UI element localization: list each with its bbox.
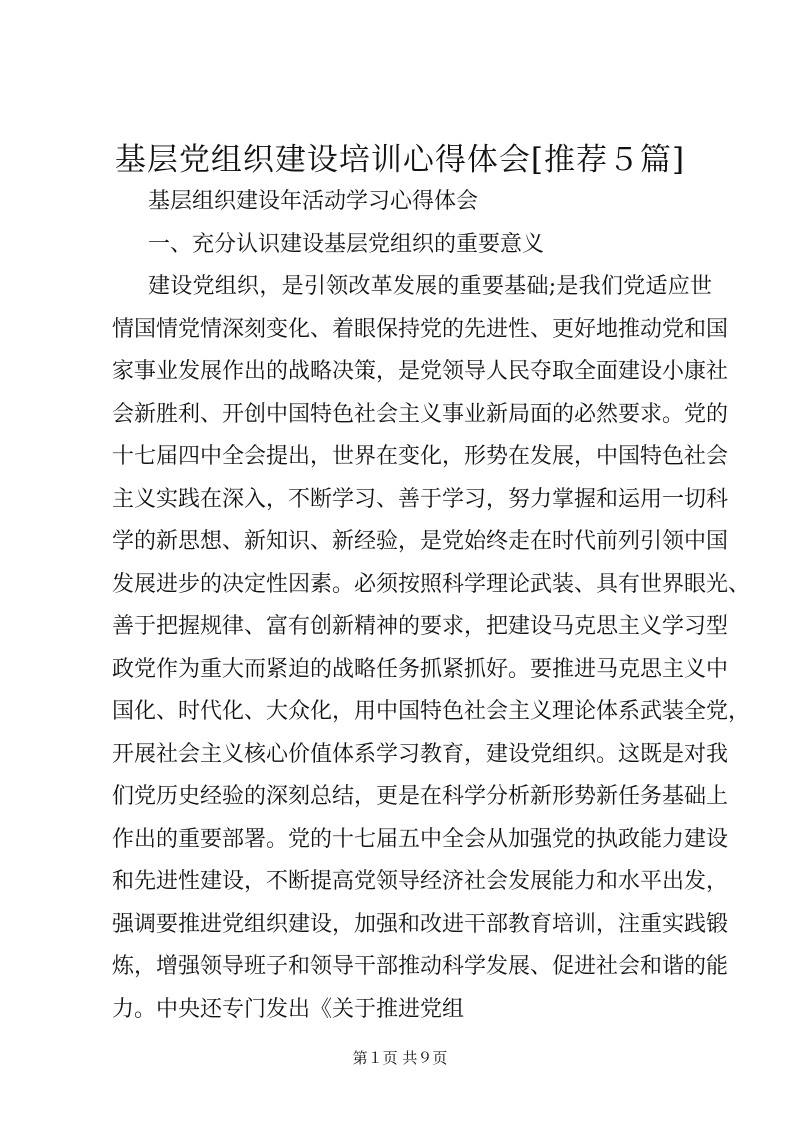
paragraph-line: 国化、时代化、大众化，用中国特色社会主义理论体系武装全党，	[112, 699, 751, 724]
paragraph-line: 建设党组织，是引领改革发展的重要基础;是我们党适应世	[148, 274, 712, 299]
paragraph-line: 主义实践在深入，不断学习、善于学习，努力掌握和运用一切科	[112, 487, 729, 512]
paragraph-line: 学的新思想、新知识、新经验，是党始终走在时代前列引领中国	[112, 529, 729, 554]
paragraph-line: 家事业发展作出的战略决策，是党领导人民夺取全面建设小康社	[112, 359, 729, 384]
paragraph-line: 和先进性建设，不断提高党领导经济社会发展能力和水平出发，	[112, 869, 729, 894]
paragraph-line: 善于把握规律、富有创新精神的要求，把建设马克思主义学习型	[112, 614, 729, 639]
paragraph-line: 力。中央还专门发出《关于推进党组	[112, 997, 465, 1022]
paragraph-line: 作出的重要部署。党的十七届五中全会从加强党的执政能力建设	[112, 827, 729, 852]
subtitle: 基层组织建设年活动学习心得体会	[148, 189, 479, 214]
paragraph-line: 开展社会主义核心价值体系学习教育，建设党组织。这既是对我	[112, 742, 729, 767]
document-title: 基层党组织建设培训心得体会[推荐５篇]	[114, 142, 686, 178]
paragraph-line: 情国情党情深刻变化、着眼保持党的先进性、更好地推动党和国	[112, 317, 729, 342]
paragraph-line: 十七届四中全会提出，世界在变化，形势在发展，中国特色社会	[112, 444, 729, 469]
paragraph-line: 们党历史经验的深刻总结，更是在科学分析新形势新任务基础上	[112, 784, 729, 809]
paragraph-line: 强调要推进党组织建设，加强和改进干部教育培训，注重实践锻	[112, 912, 729, 937]
section-heading: 一、充分认识建设基层党组织的重要意义	[148, 232, 545, 257]
paragraph-line: 炼，增强领导班子和领导干部推动科学发展、促进社会和谐的能	[112, 954, 729, 979]
page-number: 第１页 共９页	[352, 1049, 448, 1067]
paragraph-line: 政党作为重大而紧迫的战略任务抓紧抓好。要推进马克思主义中	[112, 657, 729, 682]
paragraph-line: 发展进步的决定性因素。必须按照科学理论武装、具有世界眼光、	[112, 572, 751, 597]
paragraph-line: 会新胜利、开创中国特色社会主义事业新局面的必然要求。党的	[112, 402, 729, 427]
